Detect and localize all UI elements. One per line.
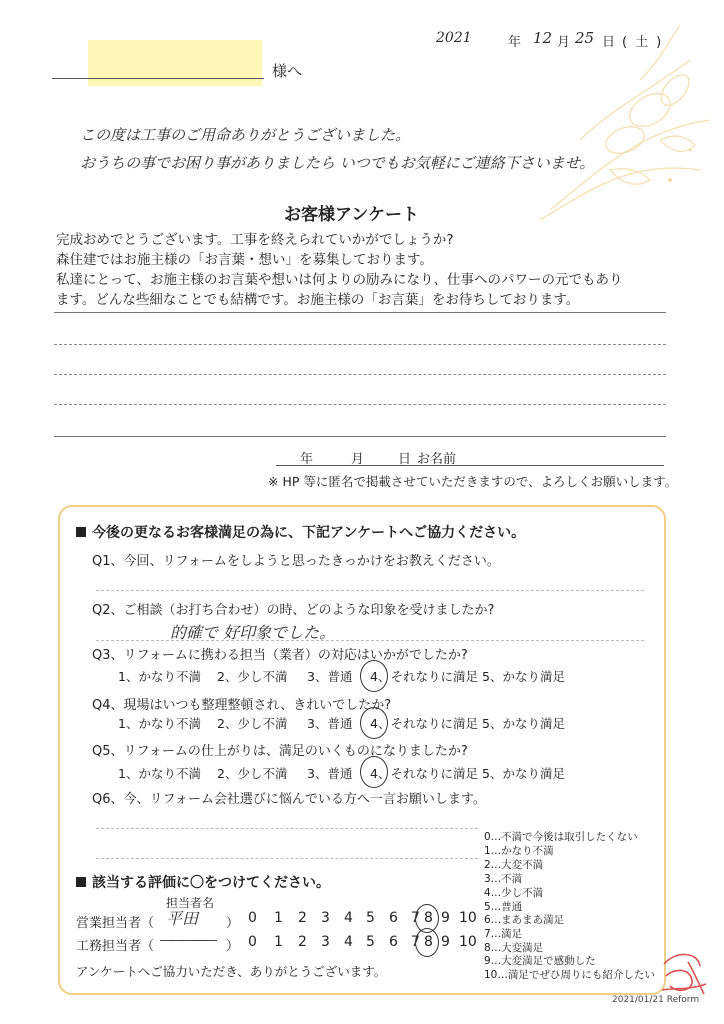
construction-scale-9[interactable]: 9 (441, 934, 450, 950)
q6-answer-line-2 (96, 858, 478, 859)
construction-scale-5[interactable]: 5 (366, 934, 375, 950)
survey-title: お客様アンケート (284, 205, 419, 225)
question-2: Q2、ご相談（お打ち合わせ）の時、どのような印象を受けましたか? (92, 603, 495, 618)
signature-day: 日 (398, 452, 412, 467)
date-day-unit: 日 (602, 35, 616, 50)
question-4: Q4、現場はいつも整理整頓され、きれいでしたか? (92, 698, 392, 713)
construction-scale-0[interactable]: 0 (248, 934, 257, 950)
q5-option-5[interactable]: 5、かなり満足 (482, 766, 565, 781)
sales-scale-7[interactable]: 7 (411, 910, 420, 926)
legend-item-2: 2…大変不満 (484, 859, 544, 871)
sales-scale-3[interactable]: 3 (321, 910, 330, 926)
date-weekday: (土) (622, 35, 670, 50)
questionnaire-heading-text: 今後の更なるお客様満足の為に、下記アンケートへご協力ください。 (92, 525, 526, 541)
sales-scale-0[interactable]: 0 (248, 910, 257, 926)
q4-option-2[interactable]: 2、少し不満 (217, 716, 288, 731)
date-month-unit: 月 (557, 35, 571, 50)
intro-line-4: ます。どんな些細なことでも結構です。お施主様の「お言葉」をお待ちしております。 (56, 292, 580, 308)
recipient-name-redaction (88, 40, 262, 86)
question-1: Q1、今回、リフォームをしようと思ったきっかけをお教えください。 (92, 554, 500, 569)
q3-option-3[interactable]: 3、普通 (307, 669, 353, 684)
signature-underline (276, 465, 664, 466)
q5-option-4[interactable]: 4、それなりに満足 (370, 766, 478, 781)
bullet-square-icon (76, 527, 86, 537)
q5-option-2[interactable]: 2、少し不満 (217, 766, 288, 781)
date-year: 2021 (436, 30, 472, 46)
construction-scale-2[interactable]: 2 (298, 934, 307, 950)
thanks-text: アンケートへご協力いただき、ありがとうございます。 (76, 964, 387, 979)
intro-line-3: 私達にとって、お施主様のお言葉や想いは何よりの励みになり、仕事へのパワーの元でもあり (56, 272, 623, 288)
footer-version: 2021/01/21 Reform (612, 995, 700, 1005)
legend-item-5: 5…普通 (484, 901, 523, 913)
recipient-underline (52, 78, 264, 79)
signature-year: 年 (300, 452, 314, 467)
q3-option-4[interactable]: 4、それなりに満足 (370, 669, 478, 684)
sales-scale-5[interactable]: 5 (366, 910, 375, 926)
sales-scale-1[interactable]: 1 (274, 910, 283, 926)
anonymity-note: ※ HP 等に匿名で掲載させていただきますので、よろしくお願いします。 (268, 474, 678, 489)
construction-close-paren: ） (226, 939, 240, 954)
intro-line-1: 完成おめでとうございます。工事を終えられていかがでしょうか? (56, 232, 454, 248)
legend-item-9: 9…大変満足で感動した (484, 955, 596, 967)
construction-staff-label: 工務担当者（ (76, 939, 155, 954)
sales-staff-label: 営業担当者（ (76, 916, 155, 931)
construction-staff-name: ――――― (160, 933, 215, 948)
legend-item-1: 1…かなり不満 (484, 845, 554, 857)
recipient-suffix: 様へ (272, 62, 303, 80)
sales-close-paren: ） (226, 916, 240, 931)
date-month: 12 (533, 29, 553, 47)
legend-item-8: 8…大変満足 (484, 942, 544, 954)
construction-scale-7[interactable]: 7 (411, 934, 420, 950)
sales-scale-4[interactable]: 4 (344, 910, 353, 926)
date-day: 25 (575, 29, 595, 47)
q5-option-3[interactable]: 3、普通 (307, 766, 353, 781)
red-check-mark (654, 944, 712, 1002)
q3-option-1[interactable]: 1、かなり不満 (118, 669, 201, 684)
writing-line-2 (54, 344, 666, 345)
q6-answer-line-1 (96, 828, 478, 829)
writing-line-4 (54, 404, 666, 405)
legend-item-6: 6…まあまあ満足 (484, 914, 565, 926)
q3-option-2[interactable]: 2、少し不満 (217, 669, 288, 684)
construction-selected-circle (415, 928, 439, 957)
sales-scale-9[interactable]: 9 (441, 910, 450, 926)
signature-month: 月 (351, 452, 365, 467)
construction-scale-6[interactable]: 6 (389, 934, 398, 950)
message-line-2: おうちの事でお困り事がありましたら いつでもお気軽にご連絡下さいませ。 (80, 154, 595, 172)
sales-scale-8[interactable]: 8 (424, 910, 433, 926)
signature-name-label: お名前 (417, 452, 457, 467)
construction-scale-10[interactable]: 10 (459, 934, 477, 950)
q4-option-1[interactable]: 1、かなり不満 (118, 716, 201, 731)
legend-item-7: 7…満足 (484, 928, 523, 940)
q2-answer: 的確で 好印象でした。 (170, 623, 336, 642)
q4-option-3[interactable]: 3、普通 (307, 716, 353, 731)
sales-scale-2[interactable]: 2 (298, 910, 307, 926)
floral-ornament (520, 20, 720, 240)
q4-option-4[interactable]: 4、それなりに満足 (370, 716, 478, 731)
q5-selected-circle (360, 756, 388, 788)
intro-line-2: 森住建ではお施主様の「お言葉・想い」を募集しております。 (56, 252, 433, 268)
date-year-unit: 年 (508, 35, 522, 50)
sales-scale-10[interactable]: 10 (459, 910, 477, 926)
q3-option-5[interactable]: 5、かなり満足 (482, 669, 565, 684)
q5-option-1[interactable]: 1、かなり不満 (118, 766, 201, 781)
construction-scale-8[interactable]: 8 (424, 934, 433, 950)
writing-line-1 (54, 312, 666, 313)
q3-selected-circle (360, 660, 388, 692)
construction-scale-4[interactable]: 4 (344, 934, 353, 950)
q1-answer-line (96, 590, 644, 591)
q2-answer-line (96, 640, 644, 641)
staff-name-header: 担当者名 (166, 896, 215, 910)
legend-item-4: 4…少し不満 (484, 887, 544, 899)
questionnaire-heading (76, 522, 525, 542)
construction-scale-3[interactable]: 3 (321, 934, 330, 950)
q4-selected-circle (360, 707, 388, 739)
evaluation-heading-text: 該当する評価に〇をつけてください。 (92, 875, 330, 891)
bullet-square-icon (76, 877, 86, 887)
legend-item-0: 0…不満で今後は取引したくない (484, 831, 638, 843)
q4-option-5[interactable]: 5、かなり満足 (482, 716, 565, 731)
evaluation-heading (76, 872, 330, 892)
writing-line-5 (54, 436, 666, 437)
question-3: Q3、リフォームに携わる担当（業者）の対応はいかがでしたか? (92, 648, 468, 663)
sales-scale-6[interactable]: 6 (389, 910, 398, 926)
sales-staff-name: 平田 (166, 909, 199, 928)
legend-item-10: 10…満足でぜひ周りにも紹介したい (484, 969, 655, 981)
question-5: Q5、リフォームの仕上がりは、満足のいくものになりましたか? (92, 744, 468, 759)
construction-scale-1[interactable]: 1 (274, 934, 283, 950)
legend-item-3: 3…不満 (484, 873, 523, 885)
writing-line-3 (54, 374, 666, 375)
message-line-1: この度は工事のご用命ありがとうございました。 (80, 126, 411, 144)
question-6: Q6、今、リフォーム会社選びに悩んでいる方へ一言お願いします。 (92, 792, 486, 807)
